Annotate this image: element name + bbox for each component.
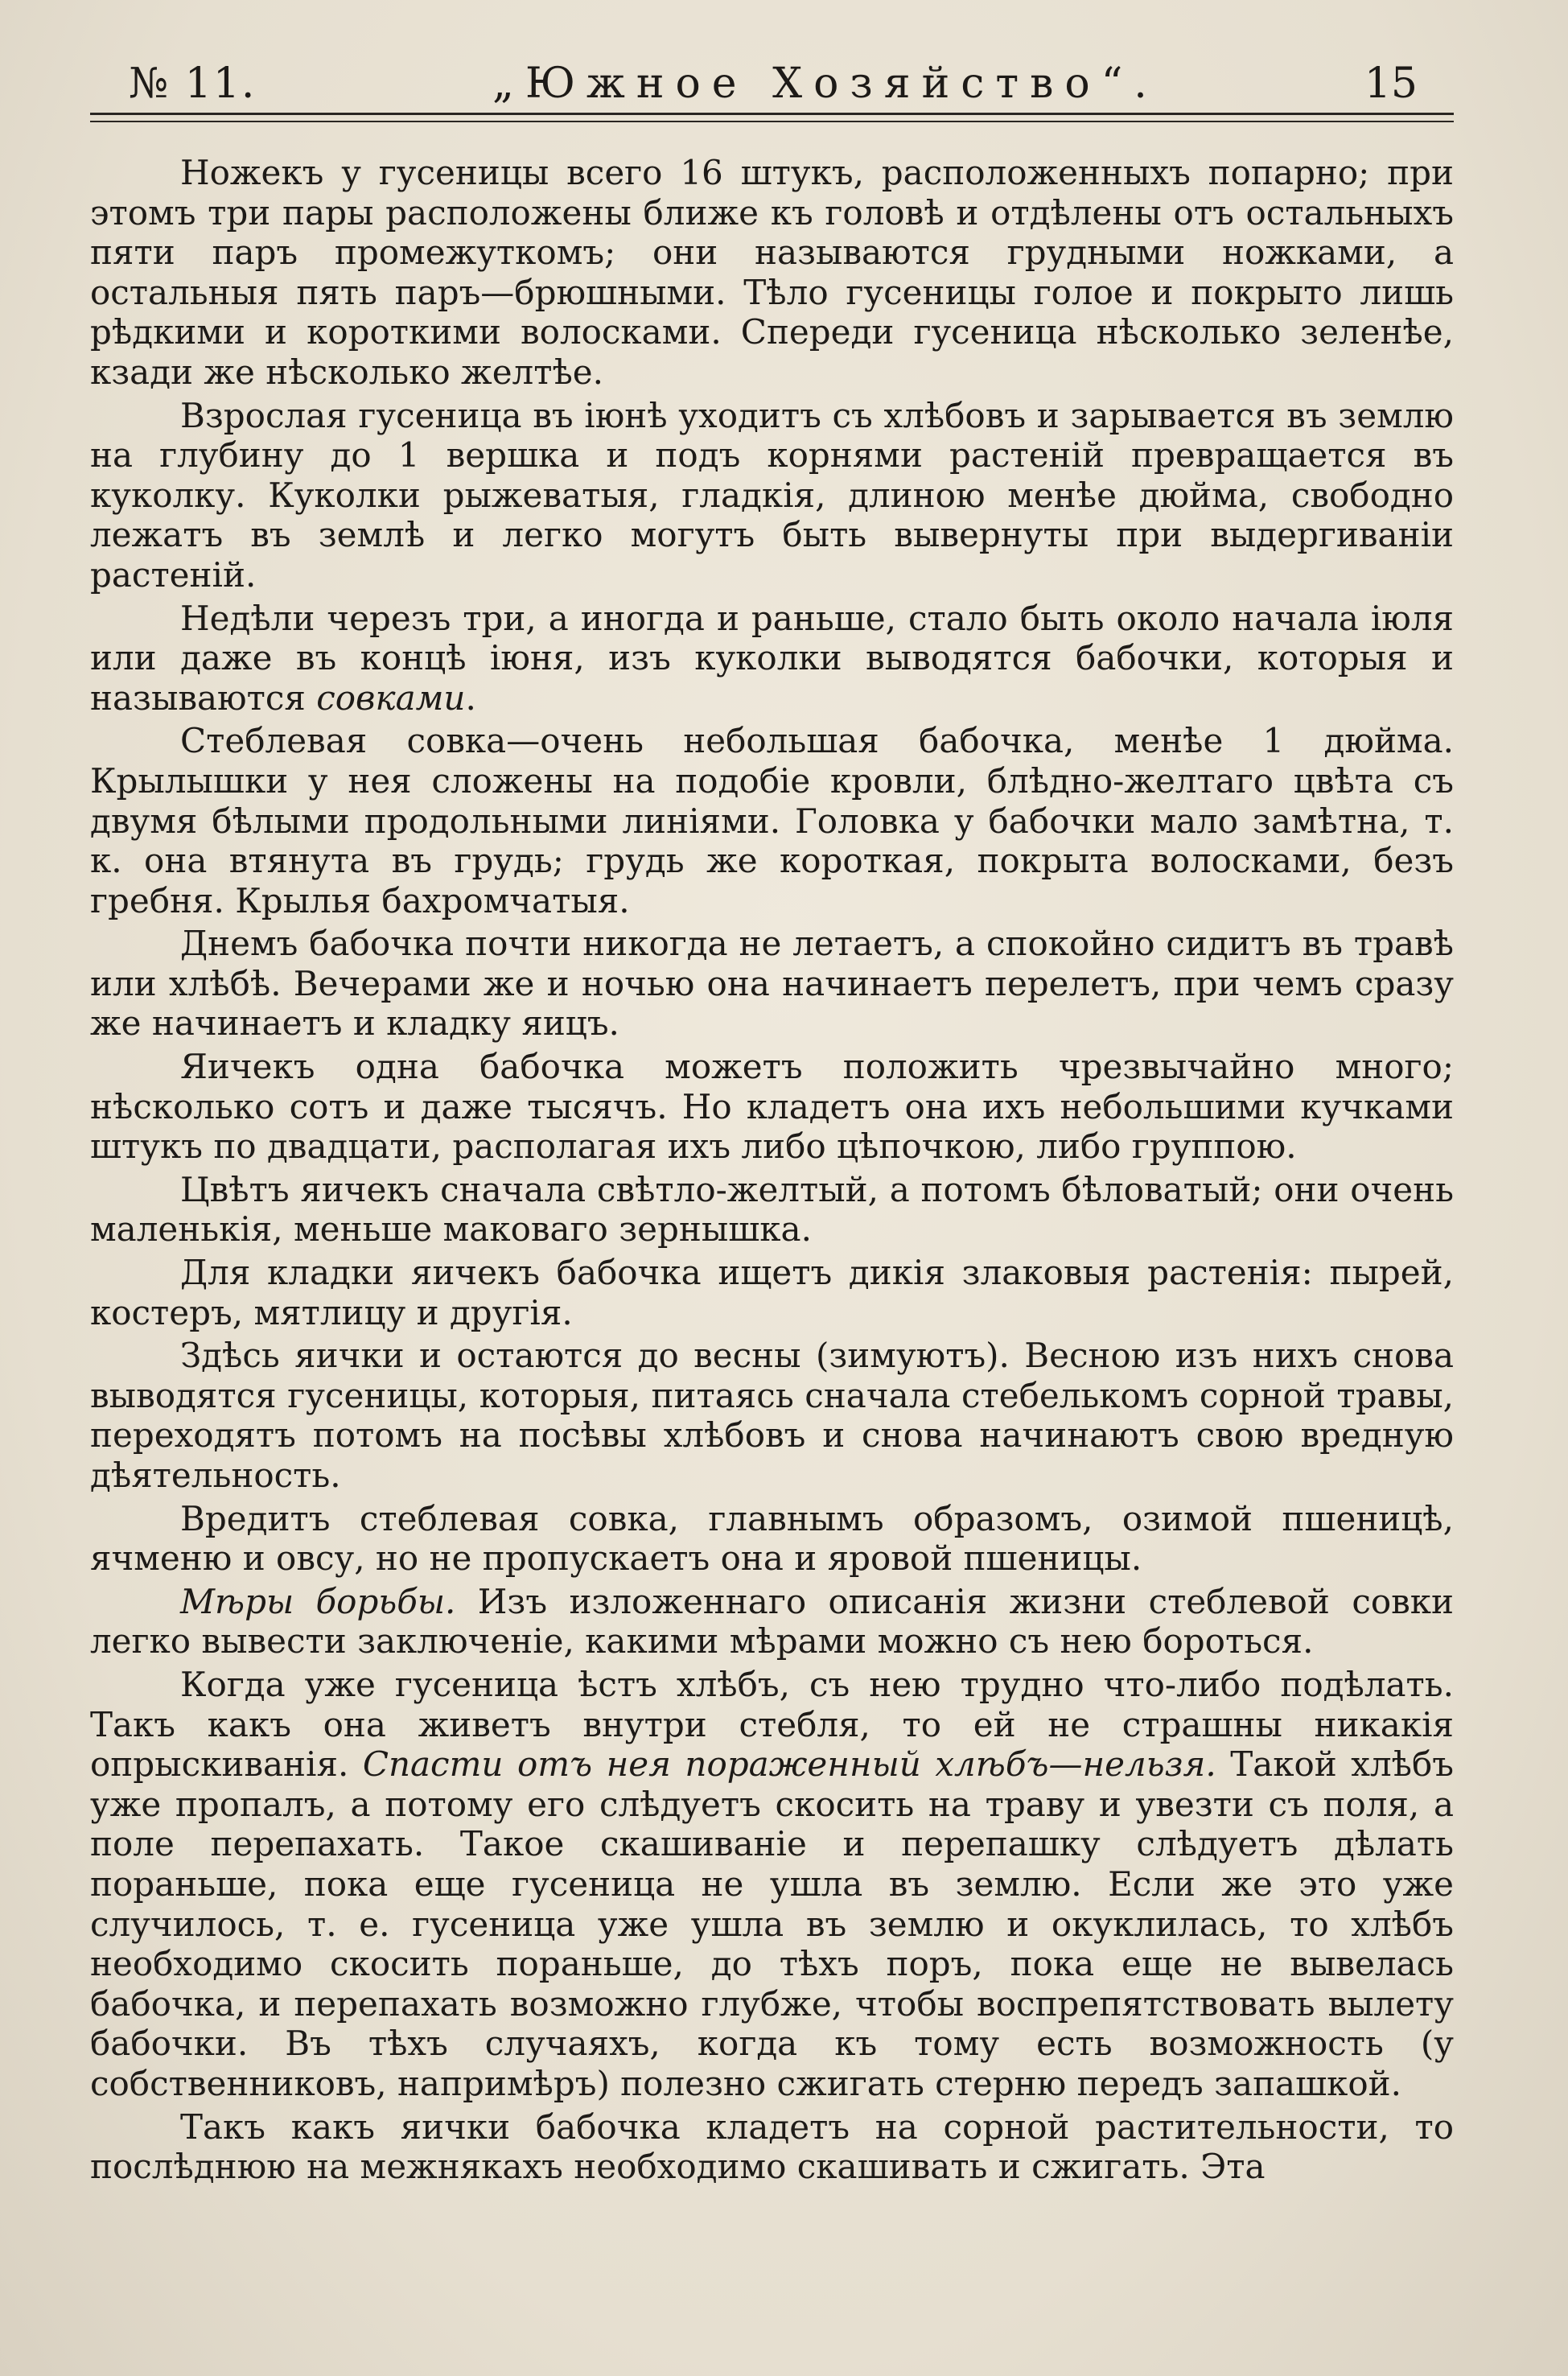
paragraph: Цвѣтъ яичекъ сначала свѣтло-желтый, а потомъ бѣловатый; они очень маленькія, меньше маковаго зернышка. [90,1169,1454,1250]
paragraph: Днемъ бабочка почти никогда не летаетъ, а спокойно сидитъ въ травѣ или хлѣбѣ. Вечерами же и ночью она начинаетъ перелетъ, при чемъ сразу же начинаетъ и кладку яицъ. [90,924,1454,1044]
paragraph: Стеблевая совка—очень небольшая бабочка, менѣе 1 дюйма. Крылышки у нея сложены на подобіе кровли, блѣдно-желтаго цвѣта съ двумя бѣлыми продольными линіями. Головка у бабочки мало замѣтна, т. к. она втянута въ грудь; грудь же короткая, покрыта волосками, безъ гребня. Крылья бахромчатыя. [90,721,1454,920]
paragraph: Недѣли черезъ три, а иногда и раньше, стало быть около начала іюля или даже въ концѣ іюня, изъ куколки выводятся бабочки, которыя и называются совками. [90,598,1454,718]
paragraph: Здѣсь яички и остаются до весны (зимуютъ). Весною изъ нихъ снова выводятся гусеницы, которыя, питаясь сначала стебелькомъ сорной травы, переходятъ потомъ на посѣвы хлѣбовъ и снова начинаютъ свою вредную дѣятельность. [90,1336,1454,1495]
article-body [90,153,1454,2190]
paragraph: Вредитъ стеблевая совка, главнымъ образомъ, озимой пшеницѣ, ячменю и овсу, но не пропускаетъ она и яровой пшеницы. [90,1498,1454,1579]
running-header [90,56,1450,113]
section-heading: Мѣры борьбы. [180,1581,456,1621]
paragraph: Для кладки яичекъ бабочка ищетъ дикія злаковыя растенія: пырей, костеръ, мятлицу и другія. [90,1253,1454,1332]
page-number: 15 [1364,60,1418,108]
paragraph: Яичекъ одна бабочка можетъ положить чрезвычайно много; нѣсколько сотъ и даже тысячъ. Но кладетъ она ихъ небольшими кучками штукъ по двадцати, располагая ихъ либо цѣпочкою, либо группою. [90,1047,1454,1167]
paragraph: Такъ какъ яички бабочка кладетъ на сорной растительности, то послѣднюю на межнякахъ необходимо скашивать и сжигать. Эта [90,2106,1454,2187]
header-rule-bottom [90,121,1454,122]
issue-number: № 11. [129,60,257,108]
header-rule-top [90,113,1454,115]
paragraph: Ножекъ у гусеницы всего 16 штукъ, расположенныхъ попарно; при этомъ три пары расположены ближе къ головѣ и отдѣлены отъ остальныхъ пяти паръ промежуткомъ; они называются грудными ножками, а остальныя пять паръ—брюшными. Тѣло гусеницы голое и покрыто лишь рѣдкими и короткими волосками. Спереди гусеница нѣсколько зеленѣе, кзади же нѣсколько желтѣе. [90,153,1454,392]
paragraph: Взрослая гусеница въ іюнѣ уходитъ съ хлѣбовъ и зарывается въ землю на глубину до 1 вершка и подъ корнями растеній превращается въ куколку. Куколки рыжеватыя, гладкія, длиною менѣе дюйма, свободно лежатъ въ землѣ и легко могутъ быть вывернуты при выдергиваніи растеній. [90,395,1454,595]
paragraph: Когда уже гусеница ѣстъ хлѣбъ, съ нею трудно что-либо подѣлать. Такъ какъ она живетъ внутри стебля, то ей не страшны никакія опрыскиванія. Спасти отъ нея пораженный хлѣбъ—нельзя. Такой хлѣбъ уже пропалъ, а потому его слѣдуетъ скосить на траву и увезти съ поля, а поле перепахать. Такое скашиваніе и перепашку слѣдуетъ дѣлать пораньше, пока еще гусеница не ушла въ землю. Если же это уже случилось, т. е. гусеница уже ушла въ землю и окуклилась, то хлѣбъ необходимо скосить пораньше, до тѣхъ поръ, пока еще не вывелась бабочка, и перепахать возможно глубже, чтобы воспрепятствовать вылету бабочки. Въ тѣхъ случаяхъ, когда къ тому есть возможность (у собственниковъ, напримѣръ) полезно сжигать стерню передъ запашкой. [90,1664,1454,2103]
paragraph-control-measures: Мѣры борьбы. Изъ изложеннаго описанія жизни стеблевой совки легко вывести заключеніе, какими мѣрами можно съ нею бороться. [90,1581,1455,1662]
journal-title: „Южное Хозяйство“. [492,60,1159,108]
